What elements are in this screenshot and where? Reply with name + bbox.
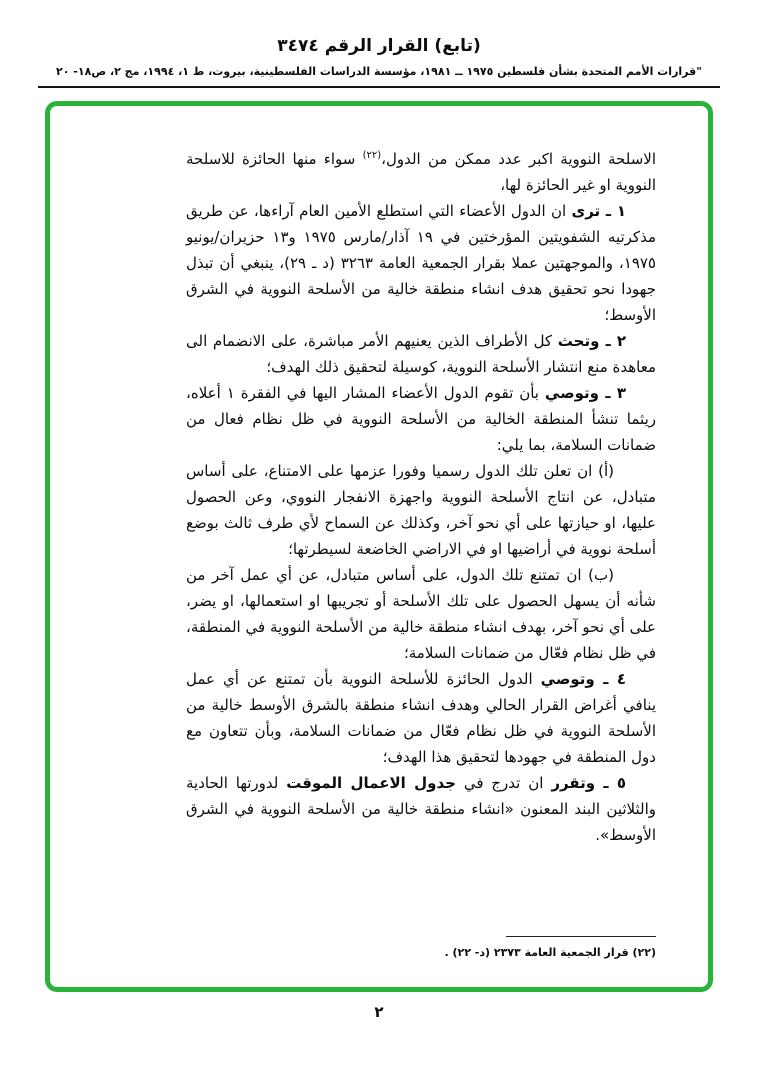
paragraph-text: ان تعلن تلك الدول رسميا وفورا عزمها على الامتناع، على أساس متبادل، عن انتاج الأسلحة النووية واجهزة الانفجار النووي، وعن الحصول عليها، او حيازتها على أي نحو آخر، وكذلك عن السماح لأي طرف ثالث بوضع أسلحة نووية في أراضيها او في الاراضي الخاضعة لسيطرتها؛ xyxy=(186,462,656,558)
paragraph-text: لدورتها الحادية والثلاثين البند المعنون «انشاء منطقة خالية من الأسلحة النووية في الشرق الأوسط». xyxy=(186,774,656,844)
paragraph-text: بأن تقوم الدول الأعضاء المشار اليها في الفقرة ١ أعلاه، ريثما تنشأ المنطقة الخالية من الأسلحة النووية في ظل نظام فعال من ضمانات السلامة، بما يلي: xyxy=(186,384,656,454)
paragraph-text: ان تمتنع تلك الدول، على أساس متبادل، عن أي عمل آخر من شأنه أن يسهل الحصول على تلك الأسلحة أو تجريبها او استعمالها، او يضر، على أي نحو آخر، بهدف انشاء منطقة خالية من الأسلحة النووية في المنطقة، في ظل نظام فعّال من ضمانات السلامة؛ xyxy=(186,566,656,662)
footnote-area xyxy=(186,936,656,959)
paragraph-item-4 xyxy=(186,666,656,770)
paragraph-text: كل الأطراف الذين يعنيهم الأمر مباشرة، على الانضمام الى معاهدة منع انتشار الأسلحة النووية، كوسيلة لتحقيق ذلك الهدف؛ xyxy=(186,332,656,376)
paragraph-text: ان الدول الأعضاء التي استطلع الأمين العام آراءها، عن طريق مذكرتيه الشفويتين المؤرختين في ١٩ آذار/مارس ١٩٧٥ و١٣ حزيران/يونيو ١٩٧٥، والموجهتين عملا بقرار الجمعية العامة ٣٢٦٣ (د ـ ٢٩)، ينبغي أن تبذل جهودا نحو تحقيق هدف انشاء منطقة خالية من الأسلحة النووية في الشرق الأوسط؛ xyxy=(186,202,656,324)
page-title: (تابع) القرار الرقم ٣٤٧٤ xyxy=(277,36,481,56)
paragraph-text: الاسلحة النووية اكبر عدد ممكن من الدول، xyxy=(381,150,656,168)
footnote-ref: (٢٢) xyxy=(362,150,382,161)
paragraph-item-5 xyxy=(186,770,656,848)
footnote-text: (٢٢) قرار الجمعية العامة ٢٣٧٣ (د- ٢٢) . xyxy=(444,946,656,959)
footnote-divider xyxy=(506,936,656,937)
paragraph-item-2 xyxy=(186,328,656,380)
paragraph-sub-a xyxy=(186,458,656,562)
paragraph-lead: (ب) xyxy=(588,566,614,584)
paragraph-lead: ٢ ـ وتحث xyxy=(557,332,627,350)
header-divider xyxy=(38,86,720,88)
paragraph-lead: ٣ ـ وتوصي xyxy=(544,384,627,402)
source-citation: "قرارات الأمم المتحدة بشأن فلسطين ١٩٧٥ ــ ١٩٨١، مؤسسة الدراسات الفلسطينية، بيروت، ط ١، ١٩٩٤، مج ٢، ص١٨- ٢٠ xyxy=(56,65,702,78)
paragraph-item-3 xyxy=(186,380,656,458)
paragraph-continuation xyxy=(186,146,656,198)
paragraph-lead: ٤ ـ وتوصي xyxy=(540,670,626,688)
agenda-item-title: جدول الاعمال الموقت xyxy=(286,774,456,792)
paragraph-text: سواء منها الحائزة للاسلحة النووية او غير الحائزة لها، xyxy=(186,150,656,194)
paragraph-lead: ١ ـ ترى xyxy=(571,202,626,220)
page-number: ٢ xyxy=(374,1003,384,1021)
paragraph-lead: (أ) xyxy=(598,462,614,480)
paragraph-item-1 xyxy=(186,198,656,328)
content-frame xyxy=(45,101,713,992)
paragraph-text: الدول الحائزة للأسلحة النووية بأن تمتنع عن أي عمل ينافي أغراض القرار الحالي وهدف انشاء منطقة بالشرق الأوسط خالية من الأسلحة النووية في ظل نظام فعّال من ضمانات السلامة، وبأن تتعاون مع دول المنطقة في جهودها لتحقيق هذا الهدف؛ xyxy=(186,670,656,766)
paragraph-text: ان تدرج في xyxy=(455,774,552,792)
paragraph-sub-b xyxy=(186,562,656,666)
page-header xyxy=(0,0,758,88)
resolution-text xyxy=(186,146,656,848)
paragraph-lead: ٥ ـ وتقرر xyxy=(551,774,626,792)
